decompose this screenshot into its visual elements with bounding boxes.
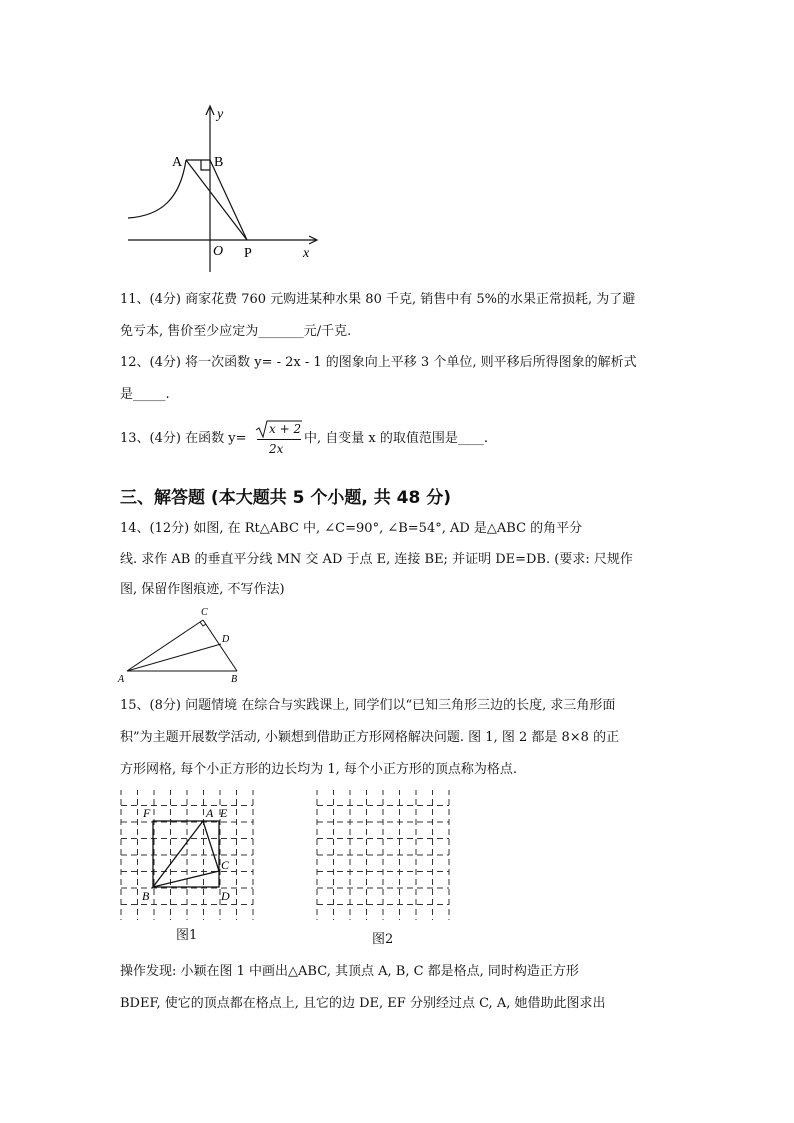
q15-line1: 15、(8分) 问题情境 在综合与实践课上, 同学们以“已知三角形三边的长度, 求三角形面 xyxy=(120,698,616,713)
label-b: B xyxy=(142,889,150,903)
side-ac xyxy=(127,620,203,671)
grid-figure-1 xyxy=(120,790,255,920)
dashed-grid xyxy=(121,790,253,920)
q14-line1: 14、(12分) 如图, 在 Rt△ABC 中, ∠C=90°, ∠B=54°, AD 是△ABC 的角平分 xyxy=(120,521,583,536)
q15-line2: 积”为主题开展数学活动, 小颖想到借助正方形网格解决问题. 图 1, 图 2 都是 8×8 的正 xyxy=(120,730,620,745)
q14-line2: 线. 求作 AB 的垂直平分线 MN 交 AD 于点 E, 连接 BE; 并证明 DE=DB. (要求: 尺规作 xyxy=(120,552,633,567)
grid-figure-2 xyxy=(316,790,451,920)
label-b: B xyxy=(231,674,238,684)
q13-denominator: 2x xyxy=(269,442,284,456)
q12-line2: 是_____. xyxy=(120,387,170,402)
segment-ap xyxy=(186,160,247,240)
label-d: D xyxy=(221,889,230,903)
label-b: B xyxy=(214,155,224,170)
label-c: C xyxy=(221,858,230,872)
segment-bp xyxy=(210,160,247,240)
right-angle-mark xyxy=(201,160,210,170)
q14-line3: 图, 保留作图痕迹, 不写作法) xyxy=(120,582,285,597)
dashed-grid xyxy=(317,790,449,920)
label-a: A xyxy=(206,806,214,820)
fig2-caption: 图2 xyxy=(372,932,394,947)
q15-line4: 操作发现: 小颖在图 1 中画出△ABC, 其顶点 A, B, C 都是格点, 同时构造正方形 xyxy=(120,964,579,979)
q15-line5: BDEF, 使它的顶点都在格点上, 且它的边 DE, EF 分别经过点 C, A, 她借助此图求出 xyxy=(120,996,606,1011)
label-o: O xyxy=(213,244,224,259)
label-x: x xyxy=(303,246,310,261)
q11-line1: 11、(4分) 商家花费 760 元购进某种水果 80 千克, 销售中有 5%的水果正常损耗, 为了避 xyxy=(120,292,636,307)
square-bdef xyxy=(153,821,219,887)
label-p: P xyxy=(244,246,252,261)
q13-suffix: 中, 自变量 x 的取值范围是____. xyxy=(304,431,488,446)
q11-line2: 免亏本, 售价至少应定为_______元/千克. xyxy=(120,324,352,339)
triangle-abc xyxy=(153,821,219,887)
label-y: y xyxy=(217,107,224,122)
label-f: F xyxy=(143,806,151,820)
q15-line3: 方形网格, 每个小正方形的边长均为 1, 每个小正方形的顶点称为格点. xyxy=(120,762,518,777)
q13-numerator: x + 2 xyxy=(269,422,302,436)
q13-prefix: 13、(4分) 在函数 y= xyxy=(120,431,247,446)
bisector-ad xyxy=(127,644,221,671)
side-cb xyxy=(203,620,237,671)
label-c: C xyxy=(201,607,208,618)
label-e: E xyxy=(220,806,228,820)
q10-figure xyxy=(120,100,330,280)
fig1-caption: 图1 xyxy=(176,928,198,943)
q13-fraction xyxy=(255,419,303,459)
fraction-bar xyxy=(257,439,301,440)
label-a: A xyxy=(118,674,125,684)
q14-triangle-figure xyxy=(115,604,250,684)
label-a: A xyxy=(172,155,183,170)
section-3-title: 三、解答题 (本大题共 5 个小题, 共 48 分) xyxy=(120,488,451,508)
q12-line1: 12、(4分) 将一次函数 y= - 2x - 1 的图象向上平移 3 个单位, 则平移后所得图象的解析式 xyxy=(120,355,637,370)
label-d: D xyxy=(222,634,230,645)
